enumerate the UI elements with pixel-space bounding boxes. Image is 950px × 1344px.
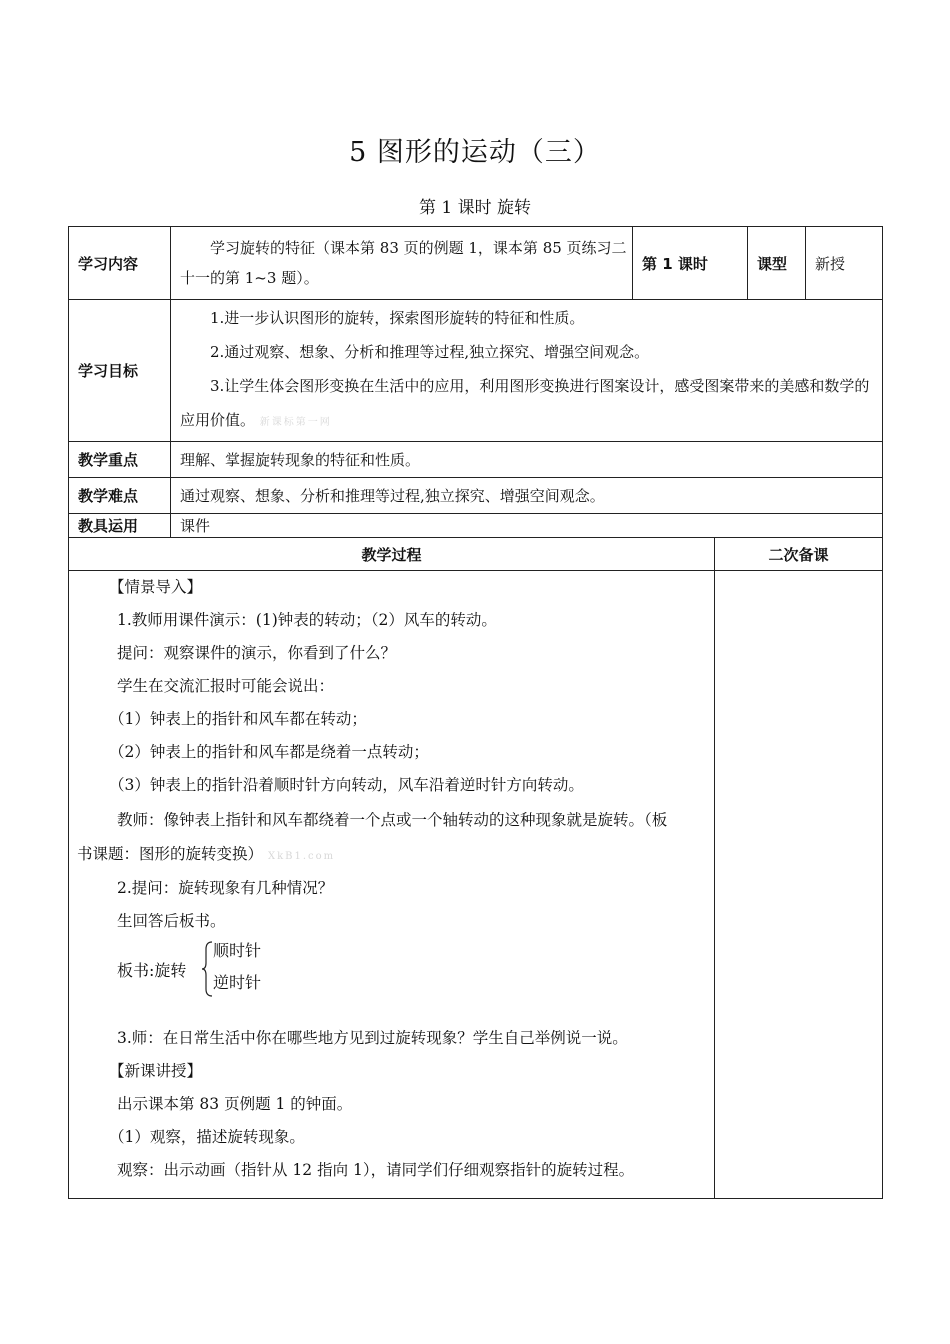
- process-header-row: [69, 538, 883, 571]
- process-line: （1）钟表上的指针和风车都在转动；: [109, 710, 367, 728]
- goal-item: 1.进一步认识图形的旋转，探索图形旋转的特征和性质。: [210, 309, 585, 327]
- watermark: XkB1.com: [267, 851, 336, 862]
- goal-item: 3.让学生体会图形变换在生活中的应用，利用图形变换进行图案设计，感受图案带来的美感和数学的应用价值。 新课标第一网: [180, 377, 870, 429]
- goals-text: [171, 300, 883, 442]
- content-label: 学习内容: [69, 227, 171, 300]
- process-line: 2.提问：旋转现象有几种情况？: [117, 879, 334, 897]
- key-label: 教学重点: [69, 442, 171, 478]
- process-header: 教学过程: [69, 538, 715, 571]
- section-heading: 【新课讲授】: [109, 1062, 203, 1080]
- process-line: 教师：像钟表上指针和风车都绕着一个点或一个轴转动的这种现象就是旋转。（板: [117, 811, 668, 829]
- board-diagram: [117, 938, 708, 1002]
- goals-row: [69, 300, 883, 442]
- process-line: 3.师：在日常生活中你在哪些地方见到过旋转现象？学生自己举例说一说。: [117, 1029, 628, 1047]
- key-row: [69, 442, 883, 478]
- key-text: 理解、掌握旋转现象的特征和性质。: [171, 442, 883, 478]
- difficulty-row: [69, 478, 883, 514]
- difficulty-label: 教学难点: [69, 478, 171, 514]
- board-option-clockwise: 顺时针: [213, 941, 262, 960]
- process-body-row: [69, 571, 883, 1199]
- lesson-label: 第 1 课时: [633, 227, 748, 300]
- process-line: 观察：出示动画（指针从 12 指向 1），请同学们仔细观察指针的旋转过程。: [117, 1161, 635, 1179]
- brace-icon: [201, 940, 213, 998]
- tools-label: 教具运用: [69, 514, 171, 538]
- goal-item: 2.通过观察、想象、分析和推理等过程,独立探究、增强空间观念。: [210, 343, 650, 361]
- backup-notes-cell: [715, 571, 883, 1199]
- content-text: 学习旋转的特征（课本第 83 页的例题 1，课本第 85 页练习二十一的第 1~3 题）。: [171, 227, 633, 300]
- process-line: 出示课本第 83 页例题 1 的钟面。: [117, 1095, 353, 1113]
- difficulty-text: 通过观察、想象、分析和推理等过程,独立探究、增强空间观念。: [171, 478, 883, 514]
- process-line: 生回答后板书。: [117, 912, 226, 930]
- tools-text: 课件: [171, 514, 883, 538]
- teaching-process-table: [68, 537, 883, 1199]
- type-value: 新授: [806, 227, 883, 300]
- tools-row: [69, 514, 883, 538]
- lesson-info-table: [68, 226, 883, 538]
- process-line: 1.教师用课件演示：(1)钟表的转动；（2）风车的转动。: [117, 611, 497, 629]
- process-line: （1）观察，描述旋转现象。: [109, 1128, 305, 1146]
- backup-header: 二次备课: [715, 538, 883, 571]
- watermark: 新课标第一网: [259, 417, 332, 428]
- process-line: 学生在交流汇报时可能会说出：: [117, 677, 335, 695]
- section-heading: 【情景导入】: [109, 578, 203, 596]
- process-line: （2）钟表上的指针和风车都是绕着一点转动；: [109, 743, 429, 761]
- goals-label: 学习目标: [69, 300, 171, 442]
- page-title: 5 图形的运动（三）: [349, 137, 601, 168]
- board-option-counterclockwise: 逆时针: [213, 973, 262, 992]
- process-line: 提问：观察课件的演示，你看到了什么？: [117, 644, 397, 662]
- content-row: [69, 227, 883, 300]
- process-line: （3）钟表上的指针沿着顺时针方向转动，风车沿着逆时针方向转动。: [109, 776, 584, 794]
- type-label: 课型: [748, 227, 806, 300]
- lesson-subtitle: 第 1 课时 旋转: [418, 198, 532, 218]
- board-label: 板书:旋转: [117, 961, 187, 980]
- process-line: 书课题：图形的旋转变换） XkB1.com: [77, 845, 336, 863]
- process-content: [69, 571, 715, 1199]
